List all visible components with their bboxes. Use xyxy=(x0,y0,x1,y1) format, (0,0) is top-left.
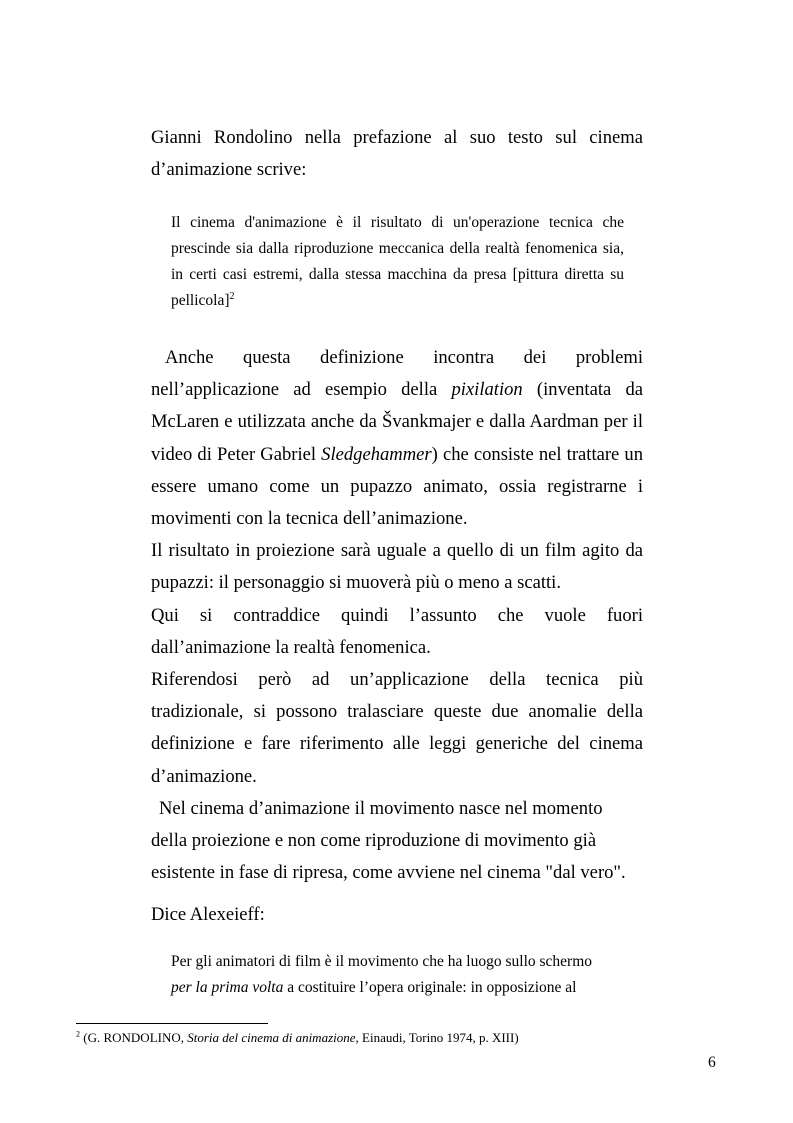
footnote-separator xyxy=(76,1023,268,1024)
intro-text: Gianni Rondolino nella prefazione al suo testo sul cinema d’animazione scrive: xyxy=(151,127,643,181)
paragraph-qui: Qui si contraddice quindi l’assunto che vuole fuori dall’animazione la realtà fenomenica. xyxy=(151,604,643,658)
footnote: $^2$ (G. RONDOLINO, Storia del cinema di animazione, Einaudi, Torino 1974, p. XIII) xyxy=(76,1029,519,1045)
footnote-ref: 2 xyxy=(229,290,235,302)
footnote-number: 2 xyxy=(76,1029,80,1039)
book-title: Storia del cinema di animazione xyxy=(187,1030,356,1045)
main-text xyxy=(151,342,643,889)
paragraph-dice: Dice Alexeieff: xyxy=(151,904,265,925)
paragraph-risultato: Il risultato in proiezione sarà uguale a quello di un film agito da pupazzi: il personaggio si muoverà più o meno a scatti. xyxy=(151,540,643,594)
paragraph-nel-cinema: Nel cinema d’animazione il movimento nasce nel momento della proiezione e non come riproduzione di movimento già esistente in fase di ripresa, come avviene nel cinema "dal vero". xyxy=(151,797,626,884)
term-pixilation: pixilation xyxy=(451,379,523,401)
page-number: 6 xyxy=(708,1054,716,1071)
intro-paragraph xyxy=(151,122,643,186)
quote1-text: Il cinema d'animazione è il risultato di un'operazione tecnica che prescinde sia dalla riproduzione meccanica della realtà fenomenica sia, in certi casi estremi, dalla stessa macchina da presa [pittura diretta su pellicola] xyxy=(171,214,624,309)
block-quote-alexeieff: Per gli animatori di film è il movimento che ha luogo sullo schermo per la prima volta a costituire l’opera originale: in opposizione al xyxy=(171,953,593,996)
block-quote-rondolino xyxy=(171,210,624,314)
emphasis-prima-volta: per la prima volta xyxy=(171,979,284,996)
title-sledgehammer: Sledgehammer xyxy=(321,443,432,465)
paragraph-riferendosi: Riferendosi però ad un’applicazione della tecnica più tradizionale, si possono tralasciare queste due anomalie della definizione e fare riferimento alle leggi generiche del cinema d’animazione. xyxy=(151,669,643,787)
paragraph-anche: Anche questa definizione incontra dei problemi nell’applicazione ad esempio della pixilation (inventata da McLaren e utilizzata anche da Švankmajer e dalla Aardman per il video di Peter Gabriel Sledgehammer) che consiste nel trattare un essere umano come un pupazzo animato, ossia registrarne i movimenti con la tecnica dell’animazione. xyxy=(151,347,644,530)
